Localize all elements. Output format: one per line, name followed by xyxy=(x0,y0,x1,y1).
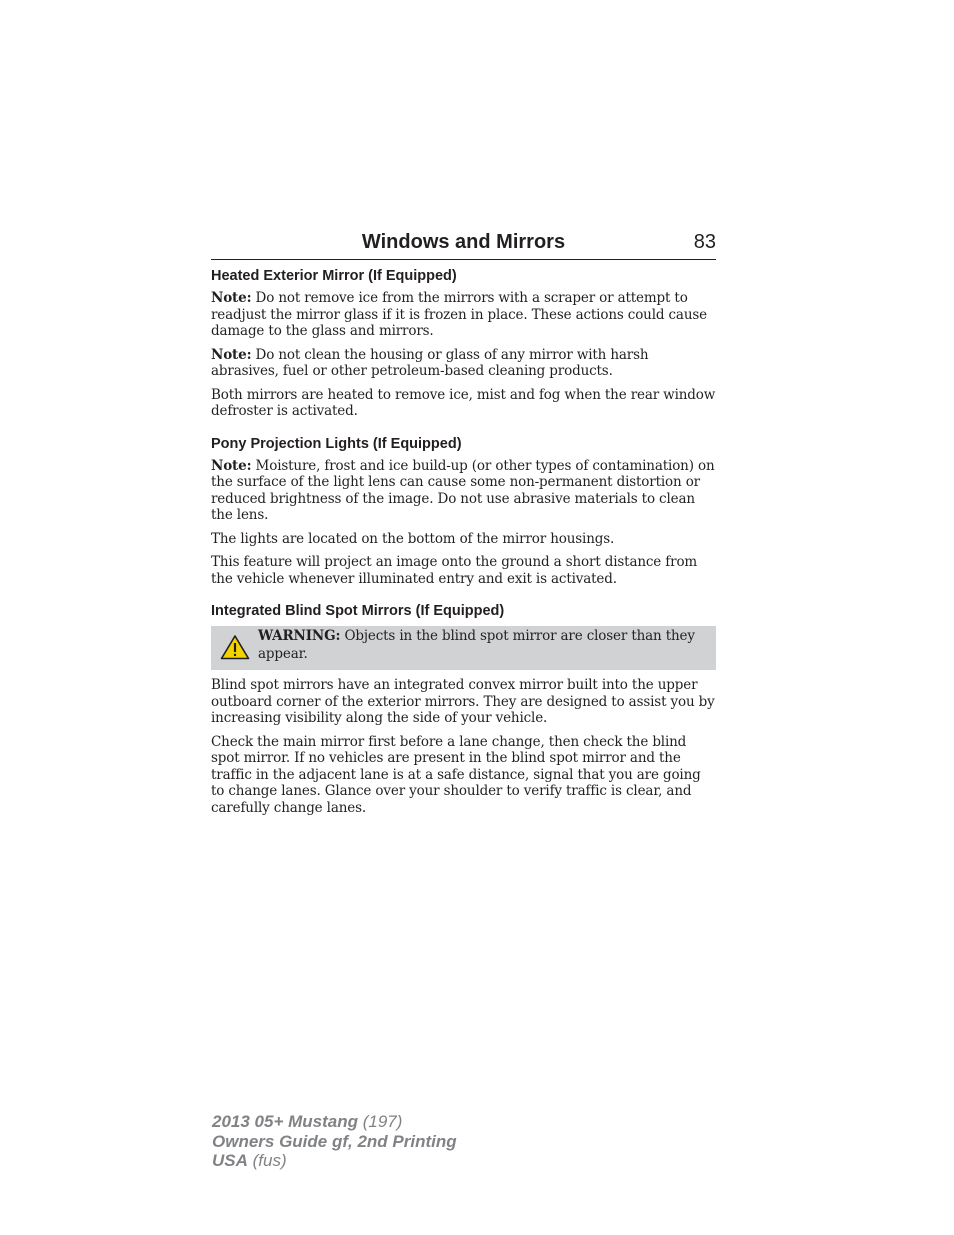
body-paragraph: This feature will project an image onto the ground a short distance from the vehicle whenever illuminated entry and exit is activated. xyxy=(211,554,698,587)
footer-line-guide xyxy=(212,1132,457,1152)
warning-text xyxy=(258,627,708,663)
section-heading-pony-lights: Pony Projection Lights (If Equipped) xyxy=(211,435,462,452)
footer-region: USA xyxy=(212,1151,248,1170)
page-header xyxy=(211,228,716,260)
page-footer xyxy=(212,1112,457,1171)
note-label: Note: xyxy=(211,290,252,306)
section-heading-blind-spot: Integrated Blind Spot Mirrors (If Equipped) xyxy=(211,603,505,619)
footer-line-model xyxy=(212,1112,457,1132)
footer-model: 2013 05+ Mustang xyxy=(212,1112,358,1131)
note-label: Note: xyxy=(211,346,252,363)
note-label: Note: xyxy=(211,457,252,474)
warning-label: WARNING: xyxy=(258,628,341,644)
body-paragraph: Both mirrors are heated to remove ice, mist and fog when the rear window defroster is activated. xyxy=(211,386,716,419)
note-paragraph xyxy=(211,458,716,524)
body-paragraph: The lights are located on the bottom of the mirror housings. xyxy=(211,530,615,547)
note-paragraph xyxy=(211,290,716,340)
page-title: Windows and Mirrors xyxy=(361,231,566,253)
page-number: 83 xyxy=(693,231,716,253)
note-text: Do not clean the housing or glass of any mirror with harsh abrasives, fuel or other petroleum-based cleaning products. xyxy=(211,346,649,379)
footer-model-code: (197) xyxy=(358,1112,403,1131)
warning-box xyxy=(211,626,716,670)
note-text: Moisture, frost and ice build-up (or other types of contamination) on the surface of the light lens can cause some non-permanent distortion or reduced brightness of the image. Do not use abrasive materials to clean the lens. xyxy=(211,457,715,523)
note-paragraph xyxy=(211,347,716,380)
footer-guide: Owners Guide gf, 2nd Printing xyxy=(212,1131,457,1151)
footer-region-code: (fus) xyxy=(247,1151,287,1170)
note-text: Do not remove ice from the mirrors with a scraper or attempt to readjust the mirror glass if it is frozen in place. These actions could cause damage to the glass and mirrors. xyxy=(211,290,707,339)
warning-message: Objects in the blind spot mirror are closer than they appear. xyxy=(258,628,695,662)
section-heading-heated-mirror: Heated Exterior Mirror (If Equipped) xyxy=(211,268,457,284)
warning-triangle-icon xyxy=(211,627,258,660)
body-paragraph: Blind spot mirrors have an integrated convex mirror built into the upper outboard corner of the exterior mirrors. They are designed to assist you by increasing visibility along the side of your vehicle. xyxy=(211,677,715,726)
body-paragraph: Check the main mirror first before a lane change, then check the blind spot mirror. If no vehicles are present in the blind spot mirror and the traffic in the adjacent lane is at a safe distance, signal that you are going to change lanes. Glance over your shoulder to verify traffic is clear, and carefully change lanes. xyxy=(211,733,701,816)
page-content xyxy=(211,267,716,823)
footer-line-region xyxy=(212,1151,457,1171)
